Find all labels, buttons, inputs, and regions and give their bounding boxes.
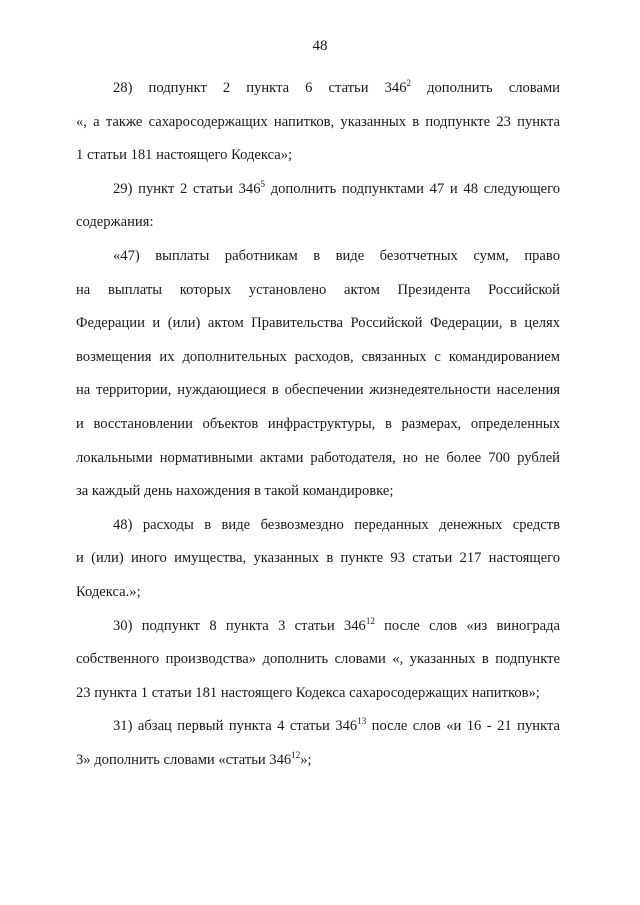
- document-paragraph: [76, 240, 560, 509]
- line-text-tail: »;: [300, 751, 312, 768]
- document-body: [76, 72, 560, 777]
- line-text: 23 пункта 1 статьи 181 настоящего Кодекса сахаросодержащих напитков»;: [76, 684, 540, 701]
- paragraph-line: [76, 509, 560, 543]
- line-text: локальными нормативными актами работодателя, но не более 700 рублей: [76, 449, 560, 466]
- line-text: Кодекса.»;: [76, 583, 141, 600]
- superscript: 5: [260, 178, 266, 189]
- paragraph-line: [76, 307, 560, 341]
- line-text: и (или) иного имущества, указанных в пункте 93 статьи 217 настоящего: [76, 550, 560, 567]
- paragraph-line: [76, 643, 560, 677]
- paragraph-line: [76, 744, 560, 778]
- line-text: за каждый день нахождения в такой командировке;: [76, 483, 394, 500]
- line-text-tail: после слов «из винограда: [374, 617, 560, 634]
- document-paragraph: [76, 710, 560, 777]
- line-text: на выплаты которых установлено актом Президента Российской: [76, 281, 560, 298]
- superscript: 13: [357, 716, 367, 727]
- paragraph-line: [76, 374, 560, 408]
- paragraph-line: [76, 240, 560, 274]
- paragraph-line: [76, 341, 560, 375]
- paragraph-line: [76, 677, 560, 711]
- line-text: 30) подпункт 8 пункта 3 статьи 346: [113, 617, 366, 634]
- page-number: 48: [312, 38, 328, 54]
- paragraph-line: [76, 206, 560, 240]
- paragraph-line: [76, 576, 560, 610]
- line-text: 31) абзац первый пункта 4 статьи 346: [113, 718, 358, 735]
- document-paragraph: [76, 509, 560, 610]
- line-text: содержания:: [76, 214, 154, 231]
- line-text: 1 статьи 181 настоящего Кодекса»;: [76, 147, 293, 164]
- line-text-tail: дополнить подпунктами 47 и 48 следующего: [265, 180, 560, 197]
- line-text: 29) пункт 2 статьи 346: [113, 180, 261, 197]
- line-text-tail: после слов «и 16 - 21 пункта: [366, 718, 560, 735]
- paragraph-line: [76, 106, 560, 140]
- paragraph-line: [76, 710, 560, 744]
- paragraph-line: [76, 408, 560, 442]
- paragraph-line: [76, 139, 560, 173]
- line-text: собственного производства» дополнить словами «, указанных в подпункте: [76, 651, 560, 668]
- document-paragraph: [76, 72, 560, 173]
- line-text-tail: дополнить словами: [411, 80, 560, 96]
- line-text: и восстановлении объектов инфраструктуры, в размерах, определенных: [76, 415, 560, 432]
- paragraph-line: [76, 475, 560, 509]
- paragraph-line: [76, 442, 560, 476]
- line-text: Федерации и (или) актом Правительства Российской Федерации, в целях: [76, 315, 560, 332]
- paragraph-line: [76, 610, 560, 644]
- line-text: «47) выплаты работникам в виде безотчетных сумм, право: [113, 247, 560, 264]
- line-text: на территории, нуждающиеся в обеспечении жизнедеятельности населения: [76, 382, 560, 399]
- document-paragraph: [76, 610, 560, 711]
- superscript: 2: [406, 78, 411, 88]
- paragraph-line: [76, 274, 560, 308]
- document-paragraph: [76, 173, 560, 240]
- line-text: 28) подпункт 2 пункта 6 статьи 346: [113, 80, 407, 96]
- line-text: возмещения их дополнительных расходов, связанных с командированием: [76, 348, 560, 365]
- superscript: 12: [365, 615, 375, 626]
- paragraph-line: [76, 173, 560, 207]
- line-text: «, а также сахаросодержащих напитков, указанных в подпункте 23 пункта: [76, 113, 560, 130]
- paragraph-line: [76, 72, 560, 106]
- superscript: 12: [291, 749, 301, 760]
- line-text: 3» дополнить словами «статьи 346: [76, 751, 292, 768]
- paragraph-line: [76, 542, 560, 576]
- line-text: 48) расходы в виде безвозмездно переданных денежных средств: [113, 516, 560, 533]
